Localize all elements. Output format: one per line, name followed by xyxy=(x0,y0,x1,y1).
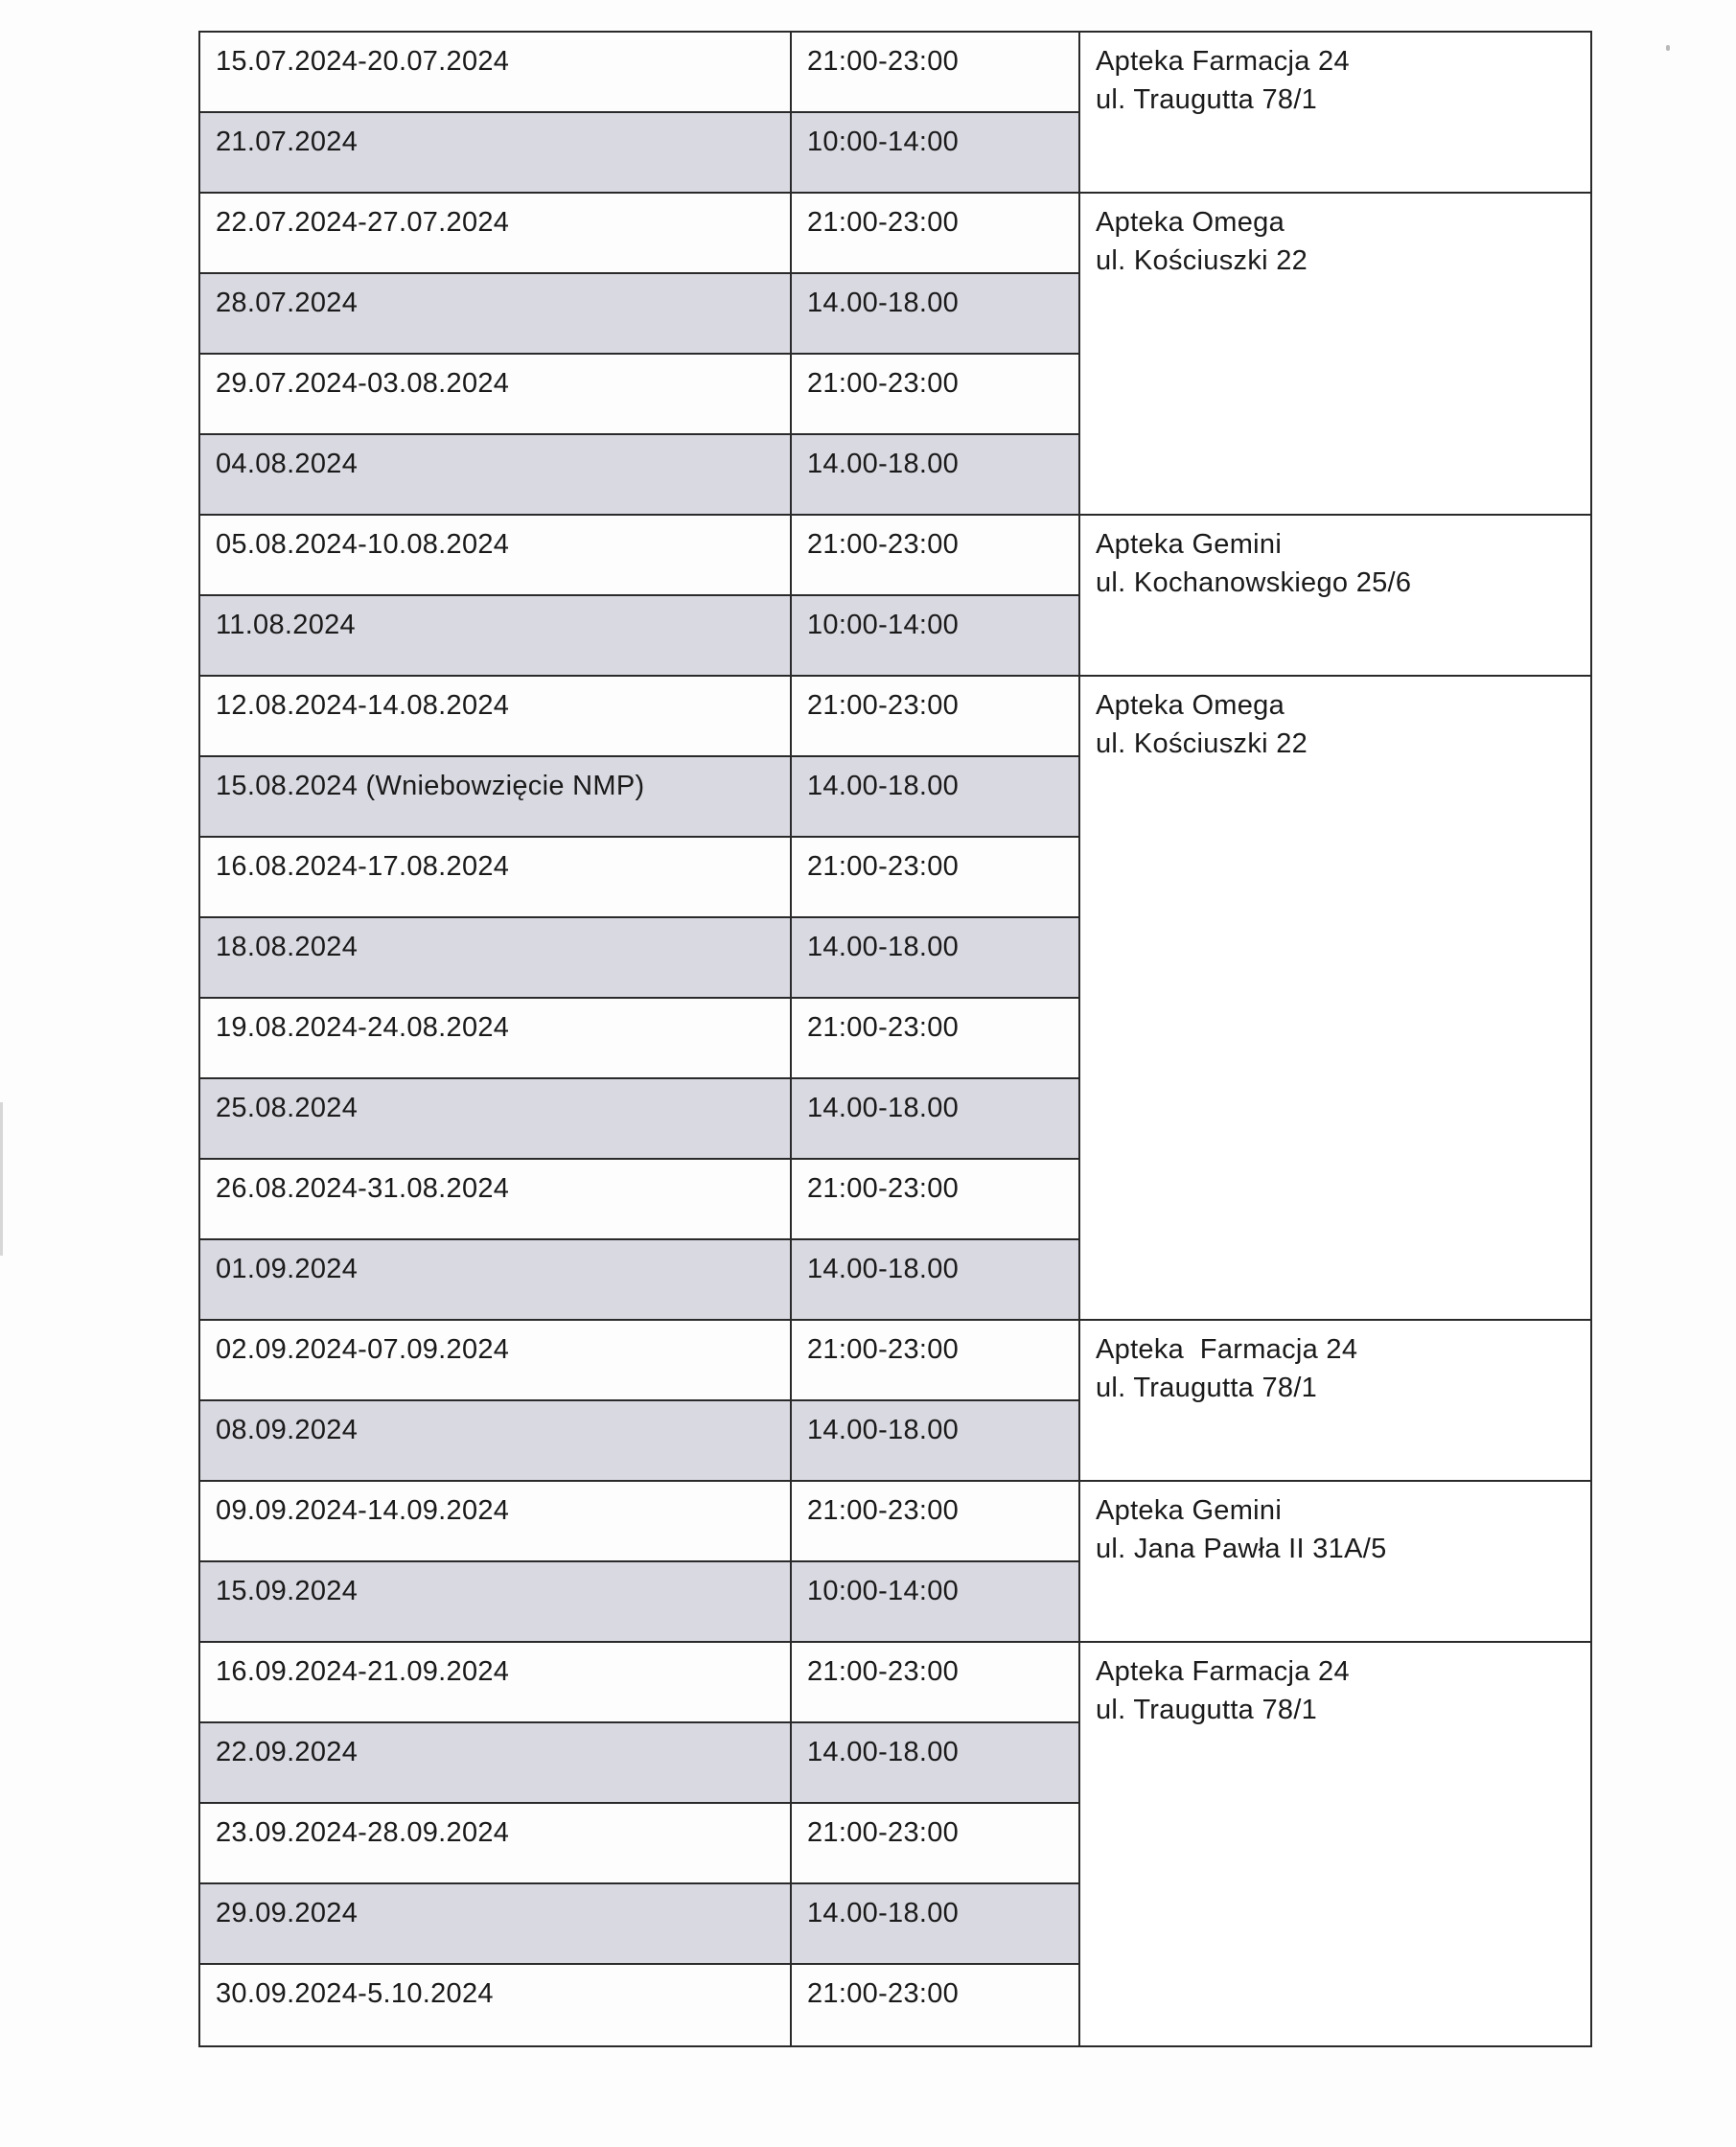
hours-cell: 14.00-18.00 xyxy=(791,1078,1079,1159)
pharmacy-name: Apteka Gemini xyxy=(1096,1495,1283,1526)
date-cell: 04.08.2024 xyxy=(199,434,791,515)
date-cell: 09.09.2024-14.09.2024 xyxy=(199,1481,791,1561)
hours-cell: 14.00-18.00 xyxy=(791,434,1079,515)
pharmacy-cell xyxy=(1079,193,1591,515)
hours-cell: 21:00-23:00 xyxy=(791,676,1079,756)
date-cell: 28.07.2024 xyxy=(199,273,791,354)
date-cell: 29.09.2024 xyxy=(199,1883,791,1964)
date-cell: 15.09.2024 xyxy=(199,1561,791,1642)
date-cell: 12.08.2024-14.08.2024 xyxy=(199,676,791,756)
hours-cell: 14.00-18.00 xyxy=(791,1400,1079,1481)
hours-cell: 14.00-18.00 xyxy=(791,273,1079,354)
date-cell: 02.09.2024-07.09.2024 xyxy=(199,1320,791,1400)
hours-cell: 21:00-23:00 xyxy=(791,354,1079,434)
date-cell: 11.08.2024 xyxy=(199,595,791,676)
date-cell: 18.08.2024 xyxy=(199,917,791,998)
table-row xyxy=(199,515,1591,595)
date-cell: 23.09.2024-28.09.2024 xyxy=(199,1803,791,1883)
pharmacy-cell xyxy=(1079,676,1591,1320)
pharmacy-cell xyxy=(1079,1642,1591,2046)
pharmacy-cell xyxy=(1079,32,1591,193)
pharmacy-address: ul. Traugutta 78/1 xyxy=(1096,1373,1318,1403)
date-cell: 26.08.2024-31.08.2024 xyxy=(199,1159,791,1239)
date-cell: 01.09.2024 xyxy=(199,1239,791,1320)
scan-speck xyxy=(1666,45,1670,51)
pharmacy-name: Apteka Gemini xyxy=(1096,529,1283,560)
pharmacy-address: ul. Traugutta 78/1 xyxy=(1096,84,1318,115)
hours-cell: 21:00-23:00 xyxy=(791,1481,1079,1561)
date-cell: 25.08.2024 xyxy=(199,1078,791,1159)
table-row xyxy=(199,1320,1591,1400)
hours-cell: 21:00-23:00 xyxy=(791,515,1079,595)
hours-cell: 10:00-14:00 xyxy=(791,1561,1079,1642)
date-cell: 30.09.2024-5.10.2024 xyxy=(199,1964,791,2046)
pharmacy-cell xyxy=(1079,515,1591,676)
hours-cell: 21:00-23:00 xyxy=(791,193,1079,273)
date-cell: 22.07.2024-27.07.2024 xyxy=(199,193,791,273)
hours-cell: 21:00-23:00 xyxy=(791,32,1079,112)
pharmacy-name: Apteka Farmacja 24 xyxy=(1096,1656,1350,1687)
pharmacy-address: ul. Kościuszki 22 xyxy=(1096,728,1308,759)
date-cell: 19.08.2024-24.08.2024 xyxy=(199,998,791,1078)
date-cell: 29.07.2024-03.08.2024 xyxy=(199,354,791,434)
hours-cell: 21:00-23:00 xyxy=(791,1159,1079,1239)
hours-cell: 21:00-23:00 xyxy=(791,1803,1079,1883)
table-row xyxy=(199,1642,1591,1722)
pharmacy-cell xyxy=(1079,1481,1591,1642)
hours-cell: 14.00-18.00 xyxy=(791,756,1079,837)
pharmacy-name: Apteka Farmacja 24 xyxy=(1096,46,1350,77)
pharmacy-cell xyxy=(1079,1320,1591,1481)
pharmacy-address: ul. Kochanowskiego 25/6 xyxy=(1096,567,1412,598)
hours-cell: 14.00-18.00 xyxy=(791,1239,1079,1320)
pharmacy-address: ul. Kościuszki 22 xyxy=(1096,245,1308,276)
date-cell: 15.07.2024-20.07.2024 xyxy=(199,32,791,112)
hours-cell: 14.00-18.00 xyxy=(791,917,1079,998)
table-row xyxy=(199,32,1591,112)
pharmacy-name: Apteka Omega xyxy=(1096,207,1285,238)
table-row xyxy=(199,1481,1591,1561)
table-row xyxy=(199,676,1591,756)
scan-edge-mark xyxy=(0,1102,3,1256)
date-cell: 16.08.2024-17.08.2024 xyxy=(199,837,791,917)
pharmacy-duty-schedule-table xyxy=(198,31,1592,2047)
hours-cell: 21:00-23:00 xyxy=(791,1320,1079,1400)
pharmacy-name: Apteka Omega xyxy=(1096,690,1285,721)
pharmacy-address: ul. Traugutta 78/1 xyxy=(1096,1695,1318,1725)
date-cell: 16.09.2024-21.09.2024 xyxy=(199,1642,791,1722)
hours-cell: 21:00-23:00 xyxy=(791,1642,1079,1722)
date-cell: 08.09.2024 xyxy=(199,1400,791,1481)
hours-cell: 10:00-14:00 xyxy=(791,595,1079,676)
hours-cell: 21:00-23:00 xyxy=(791,998,1079,1078)
date-cell: 21.07.2024 xyxy=(199,112,791,193)
date-cell: 15.08.2024 (Wniebowzięcie NMP) xyxy=(199,756,791,837)
hours-cell: 21:00-23:00 xyxy=(791,1964,1079,2046)
pharmacy-address: ul. Jana Pawła II 31A/5 xyxy=(1096,1534,1387,1564)
date-cell: 05.08.2024-10.08.2024 xyxy=(199,515,791,595)
table-row xyxy=(199,193,1591,273)
pharmacy-name: Apteka Farmacja 24 xyxy=(1096,1334,1358,1365)
hours-cell: 21:00-23:00 xyxy=(791,837,1079,917)
hours-cell: 14.00-18.00 xyxy=(791,1722,1079,1803)
date-cell: 22.09.2024 xyxy=(199,1722,791,1803)
hours-cell: 10:00-14:00 xyxy=(791,112,1079,193)
hours-cell: 14.00-18.00 xyxy=(791,1883,1079,1964)
